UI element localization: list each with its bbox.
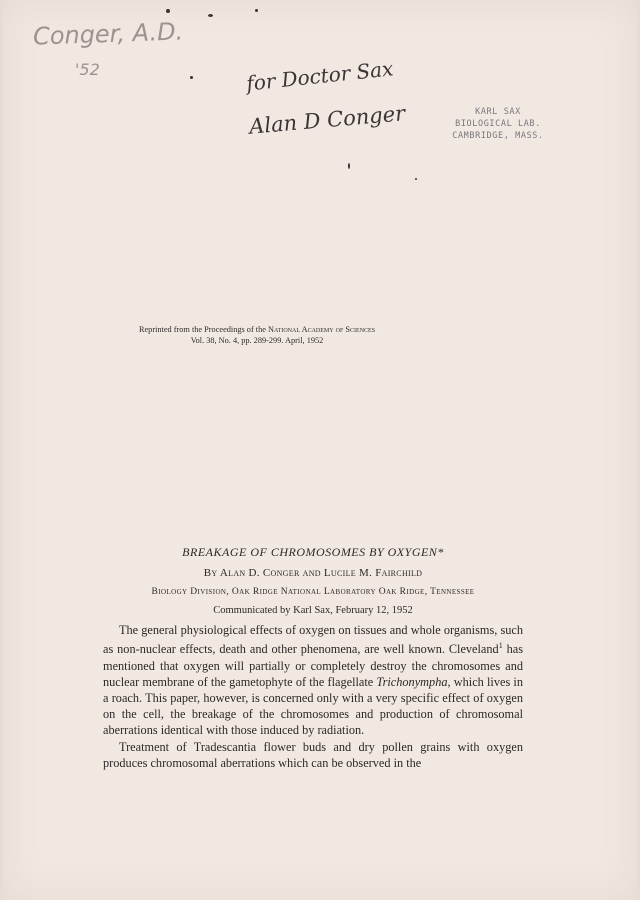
reprint-notice — [107, 324, 407, 346]
library-stamp — [433, 106, 563, 142]
pencil-year-note: '52 — [75, 60, 100, 79]
reprint-source: Reprinted from the Proceedings of the National Academy of Sciences — [138, 325, 376, 334]
stamp-line-name: KARL SAX — [475, 107, 521, 117]
body-paragraph-2: Treatment of Tradescantia flower buds and dry pollen grains with oxygen produces chromosomal aberrations which can be observed in the — [103, 739, 523, 770]
article — [103, 545, 523, 771]
body-paragraph-1: The general physiological effects of oxygen on tissues and whole organisms, such as non-nuclear effects, death and other phenomena, are well known. Cleveland$^1$ has mentioned that oxygen will partially or completely destroy the chromosomes and nuclear membrane of the gametophyte of the flagellate Trichonympha, which lives in a roach. This paper, however, is concerned only with a very specific effect of oxygen on the cell, the breakage of the chromosomes and production of chromosomal aberrations identical with those induced by radiation. — [103, 623, 524, 738]
document-page — [3, 0, 637, 900]
inscription-dedication: for Doctor Sax — [245, 56, 395, 96]
article-authors: By Alan D. Conger and Lucile M. Fairchild — [203, 567, 423, 579]
article-title: BREAKAGE OF CHROMOSOMES BY OXYGEN* — [182, 545, 444, 559]
article-affiliation: Biology Division, Oak Ridge National Laboratory Oak Ridge, Tennessee — [151, 587, 475, 597]
stamp-line-lab: BIOLOGICAL LAB. — [455, 119, 541, 129]
reprint-citation: Vol. 38, No. 4, pp. 289-299. April, 1952 — [190, 336, 324, 345]
inscription-signature: Alan D Conger — [248, 101, 407, 139]
stamp-line-city: CAMBRIDGE, MASS. — [452, 131, 544, 141]
communicated-by: Communicated by Karl Sax, February 12, 1952 — [213, 605, 413, 616]
pencil-name-note: Conger, A.D. — [32, 17, 184, 51]
